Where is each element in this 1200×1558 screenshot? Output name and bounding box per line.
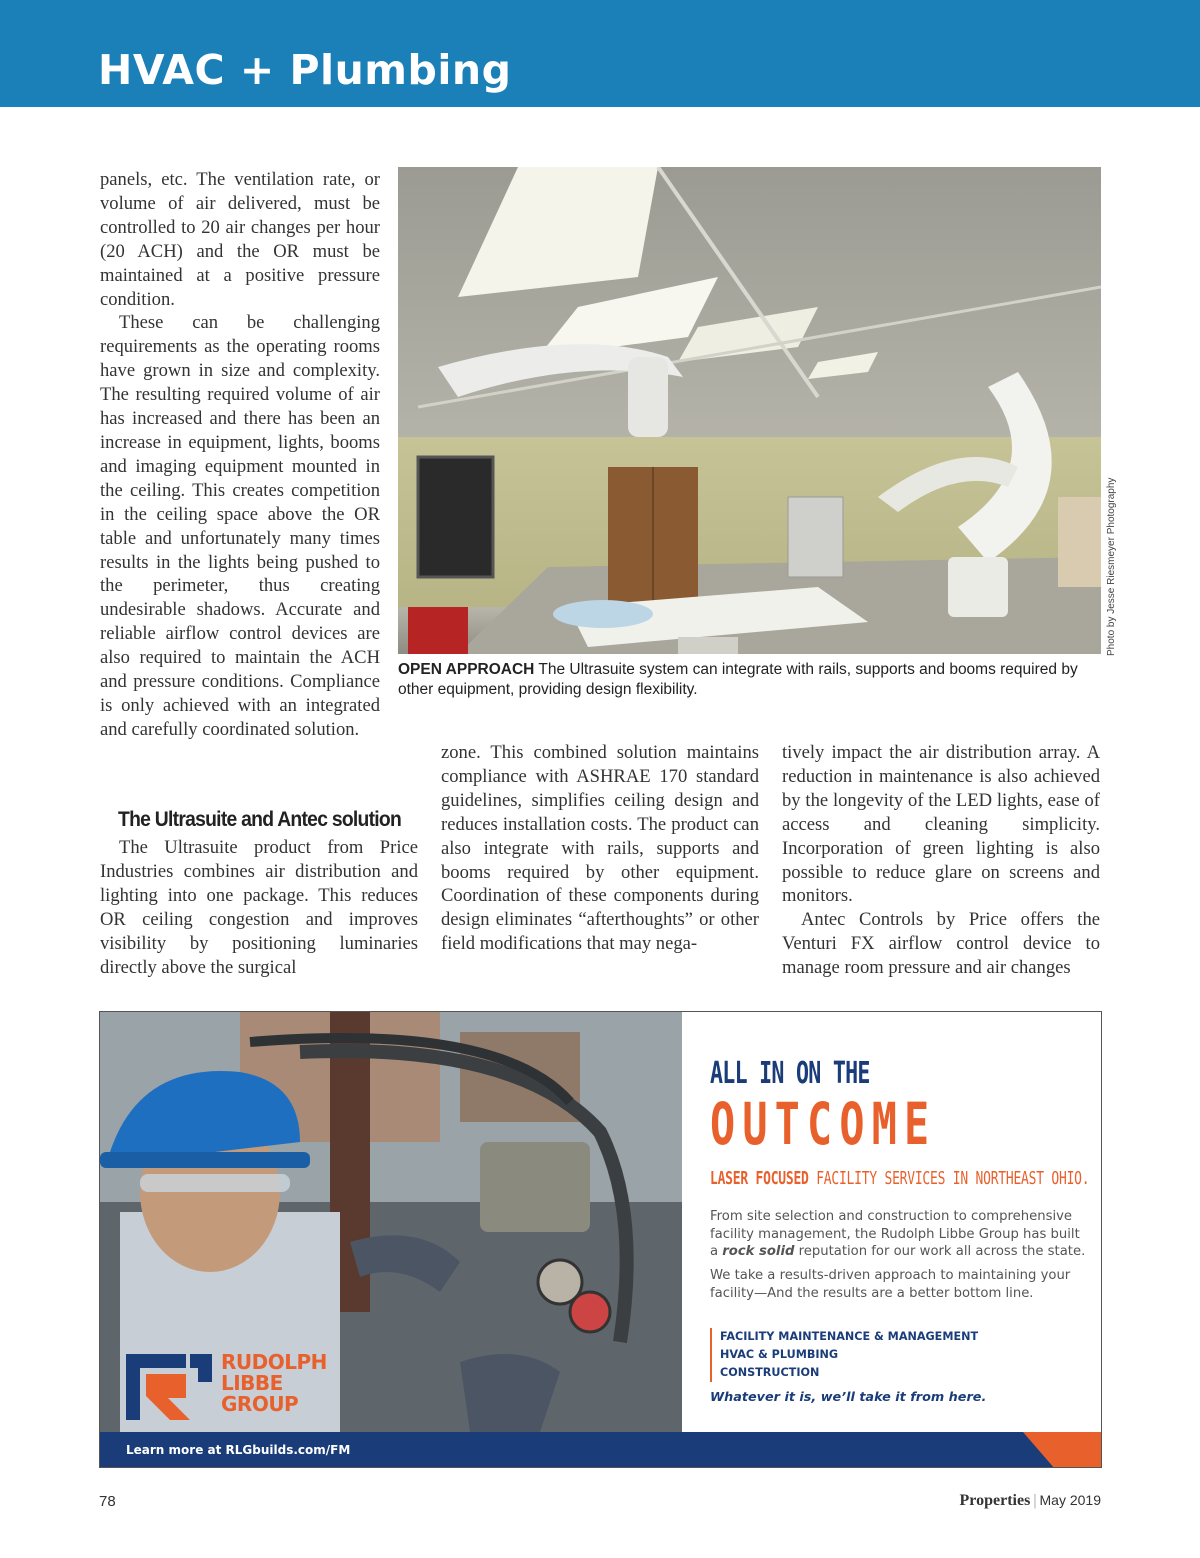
issue-date: May 2019 — [1039, 1492, 1101, 1508]
ad-closing-line: Whatever it is, we’ll take it from here. — [710, 1390, 987, 1405]
article-paragraph: These can be challenging requirements as the operating rooms have grown in size and complexity. The resulting required volume of air has increased and there has been an increase in equipment, lights, booms and imaging equipment mounted in the ceiling. This creates competition in the ceiling space above the OR table and unfortunately many times results in the lights being pushed to the perimeter, thus creating undesirable shadows. Accurate and reliable airflow control devices are also required to maintain the ACH and pressure conditions. Compliance is only achieved with an integrated and carefully coordinated solution. — [100, 312, 380, 740]
ad-tagline-bold: LASER FOCUSED — [710, 1168, 809, 1189]
ad-headline-outcome: OUTCOME — [710, 1090, 937, 1158]
section-title: HVAC + Plumbing — [98, 46, 512, 94]
article-paragraph: The Ultrasuite product from Price Industries combines air distribution and lighting into one package. This reduces OR ceiling congestion and improves visibility by positioning luminaries directly above the surgical — [100, 837, 418, 978]
article-paragraph: tively impact the air distribution array. A reduction in maintenance is also achieved by the longevity of the LED lights, ease of access and cleaning simplicity. Incorporation of green lighting is also possible to reduce glare on screens and monitors. — [782, 742, 1100, 907]
logo-line: GROUP — [221, 1392, 299, 1416]
publication-footer — [960, 1492, 1101, 1510]
rudolph-libbe-logo — [124, 1350, 327, 1422]
article-subhead: The Ultrasuite and Antec solution — [118, 808, 402, 831]
article-paragraph: Antec Controls by Price offers the Venturi FX airflow control device to manage room pressure and air changes — [782, 909, 1100, 979]
operating-room-illustration — [398, 167, 1101, 654]
page-number: 78 — [99, 1493, 116, 1510]
article-paragraph: panels, etc. The ventilation rate, or volume of air delivered, must be controlled to 20 air changes per hour (20 ACH) and the OR must be maintained at a positive pressure condition. — [100, 169, 380, 310]
ad-paragraph-2: We take a results-driven approach to maintaining your facility—And the results are a better bottom line. — [710, 1268, 1071, 1301]
photo-credit: Photo by Jesse Riesmeyer Photography — [1106, 477, 1117, 656]
ad-headline-line-1: ALL IN ON THE — [710, 1056, 870, 1091]
photo-caption — [398, 660, 1108, 700]
logo-mark-icon — [124, 1352, 214, 1422]
article-column-1-top — [100, 168, 380, 742]
article-column-1-bottom — [100, 836, 418, 979]
rudolph-libbe-advertisement[interactable] — [99, 1011, 1102, 1468]
ad-tagline-rest: FACILITY SERVICES IN NORTHEAST OHIO. — [808, 1168, 1090, 1189]
ad-tagline — [710, 1168, 1089, 1189]
caption-lead: OPEN APPROACH — [398, 661, 535, 678]
article-column-3 — [782, 741, 1100, 980]
ad-paragraph-1 — [710, 1208, 1090, 1261]
ad-copy-panel — [682, 1012, 1102, 1432]
ad-service-item: CONSTRUCTION — [720, 1366, 820, 1379]
publication-name: Properties — [959, 1492, 1031, 1509]
ad-service-item: FACILITY MAINTENANCE & MANAGEMENT — [720, 1330, 979, 1343]
article-column-2 — [441, 741, 759, 956]
ad-technician-photo — [100, 1012, 682, 1432]
logo-line: RUDOLPH — [221, 1350, 327, 1374]
ad-learn-more-link[interactable]: Learn more at RLGbuilds.com/FM — [126, 1443, 351, 1457]
caption-text: The Ultrasuite system can integrate with rails, supports and booms required by other equipment, providing design flexibility. — [398, 661, 1078, 698]
ad-paragraph-text: From site selection and construction to comprehensive facility management, the Rudolph Libbe Group has built a — [710, 1209, 1080, 1259]
footer-separator: | — [1033, 1492, 1037, 1509]
logo-text — [221, 1352, 327, 1415]
ad-services-list — [710, 1328, 978, 1382]
logo-line: LIBBE — [221, 1371, 283, 1395]
ad-footer-bar — [100, 1432, 1102, 1468]
ad-paragraph-text: reputation for our work all across the state. — [794, 1244, 1086, 1259]
ad-emphasis: rock solid — [722, 1244, 795, 1259]
ad-service-item: HVAC & PLUMBING — [720, 1348, 839, 1361]
article-paragraph: zone. This combined solution maintains compliance with ASHRAE 170 standard guidelines, simplifies ceiling design and reduces installation costs. The product can also integrate with rails, supports and booms required by other equipment. Coordination of these components during design eliminates “afterthoughts” or other field modifications that may nega- — [441, 742, 759, 955]
ad-orange-accent — [1023, 1432, 1102, 1468]
operating-room-photo — [398, 167, 1101, 654]
